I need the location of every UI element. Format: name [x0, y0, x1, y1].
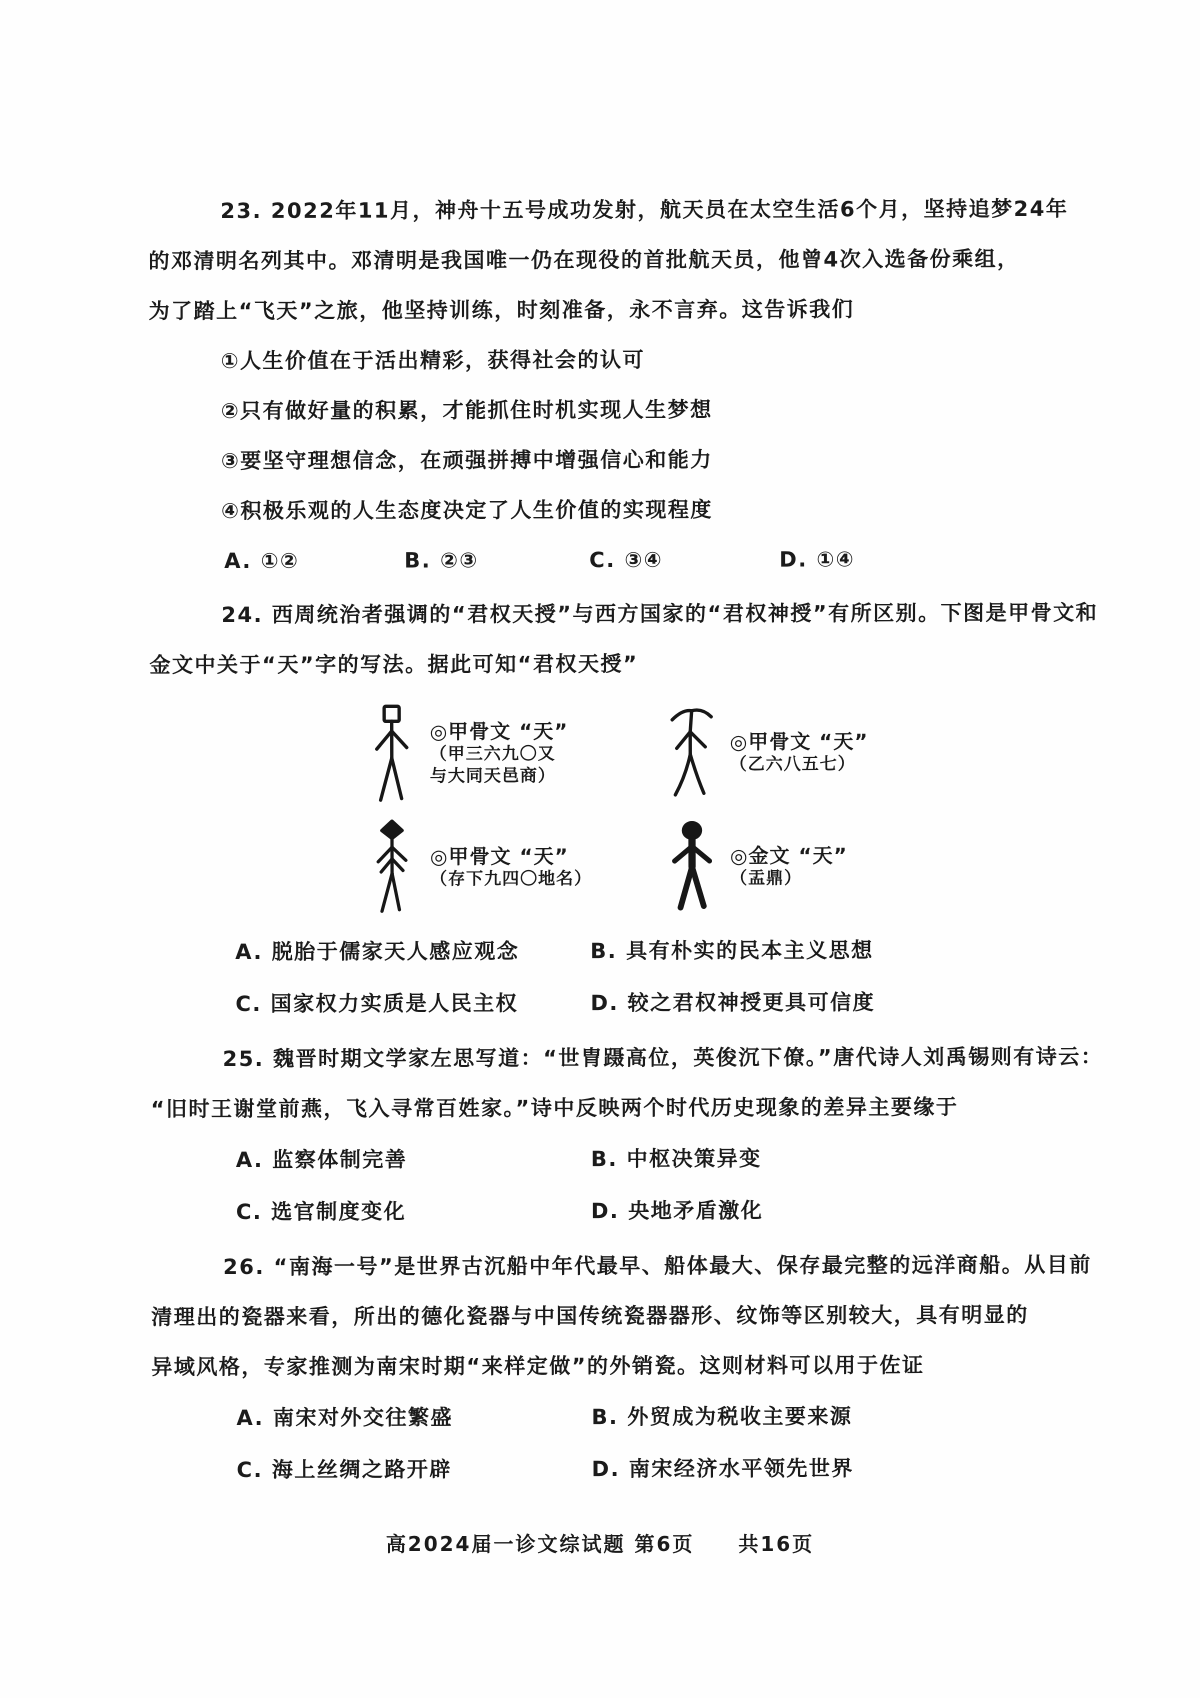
page-footer: 高2024届一诊文综试题 第6页 共16页 — [385, 1532, 815, 1556]
q23-statement-2: ②只有做好量的积累，才能抓住时机实现人生梦想 — [220, 397, 713, 424]
q23-stem-line-2: 的邓清明名列其中。邓清明是我国唯一仍在现役的首批航天员，他曾4次入选备份乘组， — [148, 246, 1020, 274]
q23-stem-line-3: 为了踏上“飞天”之旅，他坚持训练，时刻准备，永不言弃。这告诉我们 — [148, 297, 855, 324]
q24-figure-label-2: ◎甲骨文 “天” （乙六八五七） — [729, 729, 869, 775]
q24-choice-a: A. 脱胎于儒家天人感应观念 — [235, 939, 520, 965]
question-26 — [151, 1240, 1092, 1496]
oracle-glyph-square-head-icon — [368, 704, 416, 804]
q26-choice-d: D. 南宋经济水平领先世界 — [591, 1456, 854, 1482]
q24-figure-item-1 — [368, 703, 668, 804]
q25-choice-d: D. 央地矛盾激化 — [590, 1198, 764, 1224]
q26-choices-row-1 — [151, 1390, 1086, 1444]
q24-choice-b: B. 具有朴实的民本主义思想 — [590, 938, 874, 964]
q23-choices-row — [149, 534, 1084, 586]
question-24 — [149, 588, 1099, 1030]
q26-stem-line-3: 异域风格，专家推测为南宋时期“来样定做”的外销瓷。这则材料可以用于佐证 — [151, 1353, 925, 1380]
q23-choice-a: A. ①② — [224, 548, 300, 574]
oracle-glyph-diamond-head-icon — [368, 820, 416, 916]
q24-figure-item-2 — [668, 702, 968, 803]
q24-figure-label-3: ◎甲骨文 “天” （存下九四〇地名） — [430, 844, 593, 890]
q26-stem-line-1: 26. “南海一号”是世界古沉船中年代最早、船体最大、保存最完整的远洋商船。从目前 — [223, 1252, 1092, 1280]
oracle-glyph-forked-top-icon — [668, 703, 716, 803]
q24-figure-oracle-script — [368, 702, 969, 916]
q24-figure-item-4 — [668, 818, 968, 915]
q23-statement-1: ①人生价值在于活出精彩，获得社会的认可 — [220, 347, 646, 374]
q24-choice-d: D. 较之君权神授更具可信度 — [590, 990, 876, 1016]
q25-stem-line-1: 25. 魏晋时期文学家左思写道：“世胄蹑高位，英俊沉下僚。”唐代诗人刘禹锡则有诗云： — [222, 1044, 1104, 1072]
q23-stem-line-1: 23. 2022年11月，神舟十五号成功发射，航天员在太空生活6个月，坚持追梦24年 — [220, 196, 1069, 224]
q24-figure-label-1: ◎甲骨文 “天” （甲三六九〇又 与大同天邑商） — [429, 719, 569, 786]
q24-choices-row-1 — [150, 924, 1085, 978]
question-23 — [148, 184, 1084, 586]
q24-figure-label-4: ◎金文 “天” （盂鼎） — [730, 843, 848, 889]
q26-choice-b: B. 外贸成为税收主要来源 — [591, 1404, 853, 1430]
q25-choices-row-1 — [151, 1132, 1086, 1186]
page-content — [148, 184, 1104, 1500]
q24-choice-c: C. 国家权力实质是人民主权 — [235, 991, 519, 1017]
q23-statement-3: ③要坚守理想信念，在顽强拼搏中增强信心和能力 — [220, 447, 713, 474]
q25-choice-b: B. 中枢决策异变 — [590, 1146, 762, 1172]
q24-stem-line-2: 金文中关于“天”字的写法。据此可知“君权天授” — [149, 651, 639, 678]
q23-statement-4: ④积极乐观的人生态度决定了人生价值的实现程度 — [221, 497, 713, 524]
q23-choice-d: D. ①④ — [779, 547, 856, 572]
q24-figure-item-3 — [368, 819, 668, 916]
q25-choice-a: A. 监察体制完善 — [235, 1147, 408, 1173]
q23-choice-c: C. ③④ — [589, 547, 664, 573]
q23-choice-b: B. ②③ — [404, 548, 479, 573]
q25-stem-line-2: “旧时王谢堂前燕，飞入寻常百姓家。”诗中反映两个时代历史现象的差异主要缘于 — [150, 1095, 959, 1122]
q24-choices-row-2 — [150, 976, 1085, 1030]
q26-choice-c: C. 海上丝绸之路开辟 — [236, 1457, 452, 1482]
q26-stem-line-2: 清理出的瓷器来看，所出的德化瓷器与中国传统瓷器器形、纹饰等区别较大，具有明显的 — [151, 1302, 1029, 1330]
q24-stem-line-1: 24. 西周统治者强调的“君权天授”与西方国家的“君权神授”有所区别。下图是甲骨文和 — [221, 600, 1099, 628]
q25-choice-c: C. 选官制度变化 — [235, 1199, 407, 1225]
q25-choices-row-2 — [151, 1184, 1086, 1238]
q26-choice-a: A. 南宋对外交往繁盛 — [236, 1405, 453, 1430]
question-25 — [150, 1032, 1104, 1238]
bronze-glyph-round-head-icon — [668, 819, 716, 915]
q26-choices-row-2 — [152, 1442, 1087, 1496]
